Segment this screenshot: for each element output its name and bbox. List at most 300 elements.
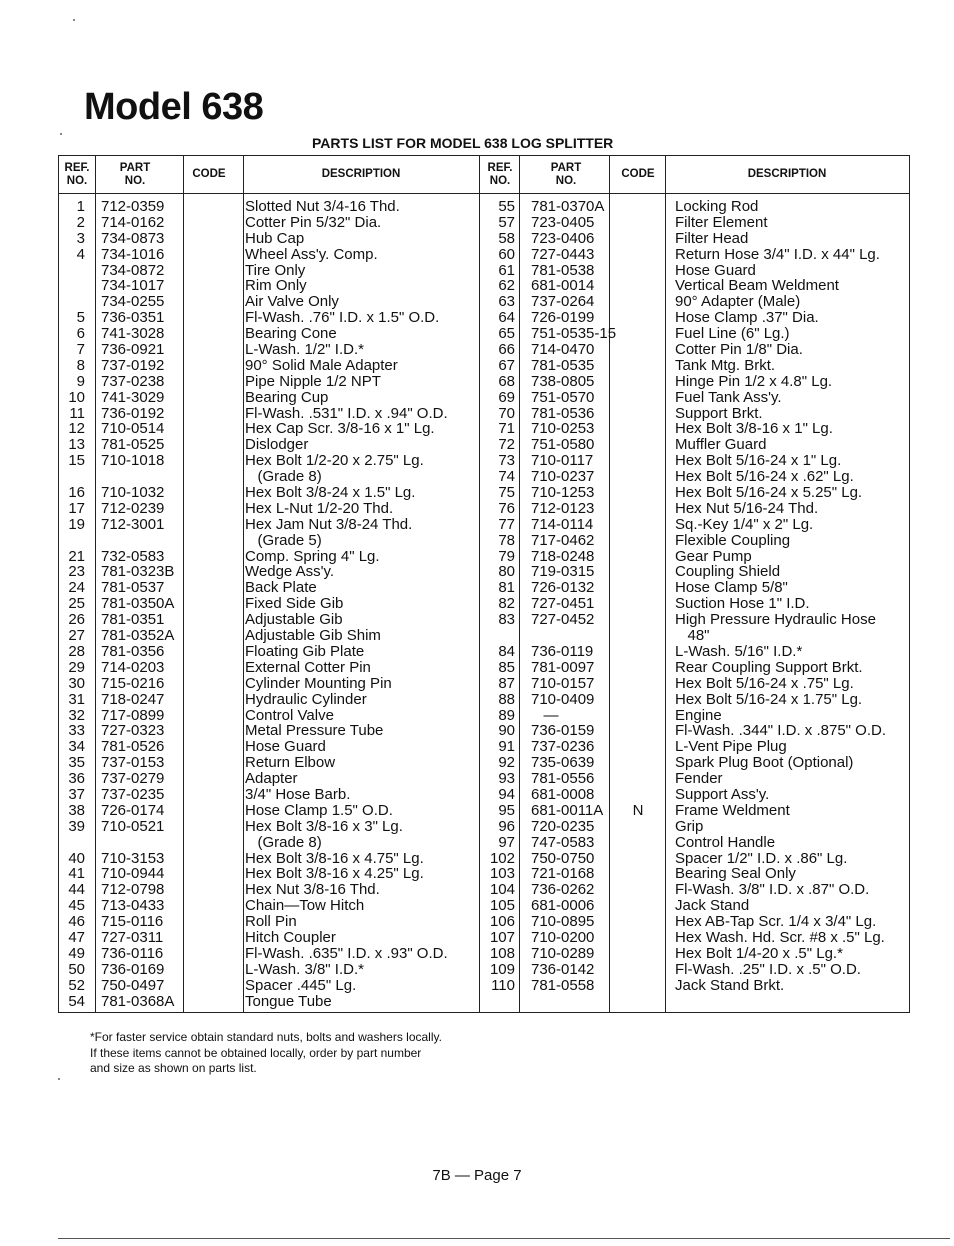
right-ref-cell: 85	[498, 658, 515, 676]
table-row	[59, 215, 909, 231]
left-desc-cell: Hex Cap Scr. 3/8-16 x 1" Lg.	[245, 420, 435, 438]
right-part-cell: 726-0132	[531, 579, 595, 597]
left-desc-cell: Bearing Cup	[245, 388, 329, 406]
left-ref-cell: 50	[68, 960, 85, 978]
right-desc-cell: Fl-Wash. 3/8" I.D. x .87" O.D.	[675, 881, 870, 899]
right-code-cell: N	[632, 801, 644, 819]
right-part-cell: 710-0409	[531, 690, 595, 708]
right-part-cell: 719-0315	[531, 563, 595, 581]
table-row	[59, 501, 909, 517]
left-desc-cell: L-Wash. 1/2" I.D.*	[245, 341, 364, 359]
left-part-cell: 741-3028	[101, 325, 165, 343]
table-row	[59, 421, 909, 437]
left-part-cell: 710-0514	[101, 420, 165, 438]
right-part-cell: 710-0253	[531, 420, 595, 438]
table-row	[59, 564, 909, 580]
right-part-cell: 781-0535	[531, 356, 595, 374]
table-row	[59, 596, 909, 612]
left-desc-cell: 90° Solid Male Adapter	[245, 356, 398, 374]
table-row	[59, 708, 909, 724]
right-desc-cell: Fuel Line (6" Lg.)	[675, 325, 790, 343]
right-part-cell: 721-0168	[531, 865, 595, 883]
footnote-line: and size as shown on parts list.	[90, 1061, 257, 1075]
table-body	[59, 199, 909, 1009]
right-part-cell: 781-0536	[531, 404, 595, 422]
right-part-cell: 720-0235	[531, 817, 595, 835]
right-part-cell: —	[531, 706, 559, 724]
right-part-cell: 750-0750	[531, 849, 595, 867]
right-part-cell: 710-0289	[531, 944, 595, 962]
right-ref-cell: 63	[498, 293, 515, 311]
left-desc-cell: Rim Only	[245, 277, 307, 295]
left-desc-cell: Hex Bolt 3/8-24 x 1.5" Lg.	[245, 484, 416, 502]
right-desc-cell: Fender	[675, 770, 723, 788]
right-ref-cell: 102	[489, 849, 515, 867]
left-ref-cell: 1	[76, 198, 85, 215]
right-ref-cell: 77	[498, 515, 515, 533]
left-ref-cell: 30	[68, 674, 85, 692]
left-desc-cell: Tire Only	[245, 261, 306, 279]
right-part-cell: 727-0452	[531, 611, 595, 629]
right-part-cell: 751-0570	[531, 388, 595, 406]
right-part-cell: 718-0248	[531, 547, 595, 565]
left-desc-cell: Comp. Spring 4" Lg.	[245, 547, 380, 565]
table-row	[59, 771, 909, 787]
left-ref-cell: 46	[68, 913, 85, 931]
right-desc-cell: Hex Bolt 5/16-24 x 1" Lg.	[675, 452, 842, 470]
left-desc-cell: Hose Guard	[245, 738, 326, 756]
right-part-cell: 717-0462	[531, 531, 595, 549]
right-part-cell: 736-0142	[531, 960, 595, 978]
right-desc-cell: High Pressure Hydraulic Hose	[675, 611, 876, 629]
right-desc-cell: Flexible Coupling	[675, 531, 791, 549]
left-part-cell: 781-0537	[101, 579, 165, 597]
left-ref-cell: 39	[68, 817, 85, 835]
right-part-cell: 723-0406	[531, 229, 595, 247]
right-desc-cell: Hex Bolt 5/16-24 x 1.75" Lg.	[675, 690, 863, 708]
right-desc-cell: Vertical Beam Weldment	[675, 277, 839, 295]
right-part-cell: 714-0114	[531, 515, 594, 533]
left-part-cell: 736-0169	[101, 960, 165, 978]
left-ref-cell: 40	[68, 849, 85, 867]
left-desc-cell: Hydraulic Cylinder	[245, 690, 367, 708]
left-ref-cell: 27	[68, 627, 85, 645]
right-part-cell: 710-0200	[531, 928, 595, 946]
left-part-cell: 712-0798	[101, 881, 165, 899]
table-row	[59, 374, 909, 390]
left-part-cell: 781-0352A	[101, 627, 175, 645]
right-desc-cell: Hex Bolt 5/16-24 x 5.25" Lg.	[675, 484, 863, 502]
left-desc-cell: Fixed Side Gib	[245, 595, 344, 613]
left-ref-cell: 54	[68, 992, 85, 1010]
right-ref-cell: 107	[489, 928, 515, 946]
right-desc-cell: Fl-Wash. .25" I.D. x .5" O.D.	[675, 960, 861, 978]
right-part-cell: 710-0237	[531, 468, 595, 486]
left-part-cell: 736-0351	[101, 309, 165, 327]
left-desc-cell: Metal Pressure Tube	[245, 722, 384, 740]
left-ref-cell: 32	[68, 706, 85, 724]
table-row	[59, 549, 909, 565]
right-desc-cell: Muffler Guard	[675, 436, 767, 454]
header-part-no-left: PART NO.	[119, 161, 151, 187]
table-row	[59, 723, 909, 739]
table-row	[59, 390, 909, 406]
right-ref-cell: 104	[489, 881, 515, 899]
left-desc-cell: Hex Bolt 3/8-16 x 4.25" Lg.	[245, 865, 424, 883]
right-ref-cell: 108	[489, 944, 515, 962]
left-ref-cell: 15	[68, 452, 85, 470]
right-desc-cell: Jack Stand Brkt.	[675, 976, 785, 994]
header-description-left: DESCRIPTION	[321, 168, 401, 180]
left-desc-cell: Wedge Ass'y.	[245, 563, 335, 581]
parts-list-subtitle: PARTS LIST FOR MODEL 638 LOG SPLITTER	[312, 135, 614, 151]
right-part-cell: 781-0556	[531, 770, 595, 788]
header-code-right: CODE	[621, 168, 655, 180]
right-ref-cell: 92	[498, 754, 515, 772]
right-ref-cell: 93	[498, 770, 515, 788]
left-desc-cell: Dislodger	[245, 436, 309, 454]
right-desc-cell: Gear Pump	[675, 547, 752, 565]
right-desc-cell: Hex Bolt 1/4-20 x .5" Lg.*	[675, 944, 843, 962]
right-desc-cell: Return Hose 3/4" I.D. x 44" Lg.	[675, 245, 880, 263]
left-part-cell: 734-1016	[101, 245, 165, 263]
table-row	[59, 835, 909, 851]
right-ref-cell: 96	[498, 817, 515, 835]
table-row	[59, 803, 909, 819]
left-ref-cell: 24	[68, 579, 85, 597]
scan-speck	[58, 1078, 60, 1080]
left-desc-cell: Air Valve Only	[245, 293, 339, 311]
table-row	[59, 914, 909, 930]
right-ref-cell: 87	[498, 674, 515, 692]
right-ref-cell: 110	[491, 976, 515, 994]
left-part-cell: 737-0238	[101, 372, 165, 390]
right-ref-cell: 90	[498, 722, 515, 740]
right-desc-cell: Filter Element	[675, 213, 768, 231]
table-row	[59, 406, 909, 422]
table-header	[59, 156, 909, 194]
right-ref-cell: 58	[498, 229, 515, 247]
right-ref-cell: 94	[498, 785, 515, 803]
right-part-cell: 710-0117	[531, 452, 594, 470]
right-desc-cell: Hex Bolt 5/16-24 x .75" Lg.	[675, 674, 854, 692]
left-desc-cell: Hex Nut 3/8-16 Thd.	[245, 881, 380, 899]
table-row	[59, 342, 909, 358]
right-desc-cell: Hex Bolt 5/16-24 x .62" Lg.	[675, 468, 854, 486]
table-row	[59, 453, 909, 469]
table-row	[59, 612, 909, 628]
left-ref-cell: 10	[68, 388, 85, 406]
header-description-right: DESCRIPTION	[747, 168, 827, 180]
left-desc-cell: Back Plate	[245, 579, 317, 597]
table-row	[59, 946, 909, 962]
right-part-cell: 751-0580	[531, 436, 595, 454]
left-ref-cell: 13	[68, 436, 85, 454]
left-part-cell: 712-0239	[101, 499, 165, 517]
left-desc-cell: L-Wash. 3/8" I.D.*	[245, 960, 364, 978]
right-part-cell: 738-0805	[531, 372, 595, 390]
left-desc-cell: External Cotter Pin	[245, 658, 371, 676]
right-desc-cell: Locking Rod	[675, 198, 759, 215]
left-part-cell: 750-0497	[101, 976, 165, 994]
right-ref-cell: 68	[498, 372, 515, 390]
right-ref-cell: 72	[498, 436, 515, 454]
left-part-cell: 714-0203	[101, 658, 165, 676]
right-desc-cell: Cotter Pin 1/8" Dia.	[675, 341, 803, 359]
right-ref-cell: 81	[498, 579, 515, 597]
right-desc-cell: Rear Coupling Support Brkt.	[675, 658, 863, 676]
right-ref-cell: 78	[498, 531, 515, 549]
table-row	[59, 437, 909, 453]
left-part-cell: 712-3001	[101, 515, 165, 533]
right-part-cell: 781-0097	[531, 658, 595, 676]
right-part-cell: 723-0405	[531, 213, 595, 231]
left-part-cell: 781-0368A	[101, 992, 175, 1010]
left-ref-cell: 33	[68, 722, 85, 740]
right-desc-cell: L-Vent Pipe Plug	[675, 738, 787, 756]
right-ref-cell: 103	[489, 865, 515, 883]
right-part-cell: 737-0264	[531, 293, 595, 311]
right-desc-cell: L-Wash. 5/16" I.D.*	[675, 642, 803, 660]
right-desc-cell: Coupling Shield	[675, 563, 781, 581]
right-part-cell: 710-1253	[531, 484, 595, 502]
right-desc-cell: Hose Clamp .37" Dia.	[675, 309, 819, 327]
right-ref-cell: 67	[498, 356, 515, 374]
table-row	[59, 882, 909, 898]
right-ref-cell: 69	[498, 388, 515, 406]
right-desc-cell: Support Ass'y.	[675, 785, 770, 803]
left-part-cell: 714-0162	[101, 213, 165, 231]
left-part-cell: 781-0350A	[101, 595, 175, 613]
left-ref-cell: 36	[68, 770, 85, 788]
left-desc-cell: Hex L-Nut 1/2-20 Thd.	[245, 499, 394, 517]
left-part-cell: 715-0116	[101, 913, 164, 931]
scan-speck	[60, 133, 62, 135]
table-row	[59, 851, 909, 867]
right-desc-cell: Engine	[675, 706, 722, 724]
left-part-cell: 737-0235	[101, 785, 165, 803]
left-ref-cell: 29	[68, 658, 85, 676]
table-row	[59, 517, 909, 533]
right-part-cell: 712-0123	[531, 499, 595, 517]
right-ref-cell: 62	[498, 277, 515, 295]
left-part-cell: 736-0192	[101, 404, 165, 422]
right-desc-cell: Hex Wash. Hd. Scr. #8 x .5" Lg.	[675, 928, 885, 946]
right-part-cell: 781-0538	[531, 261, 595, 279]
left-desc-cell: Cylinder Mounting Pin	[245, 674, 392, 692]
right-desc-cell: Bearing Seal Only	[675, 865, 796, 883]
left-ref-cell: 16	[68, 484, 85, 502]
left-ref-cell: 6	[76, 325, 85, 343]
bottom-rule	[58, 1238, 950, 1239]
right-ref-cell: 91	[498, 738, 515, 756]
left-part-cell: 710-1018	[101, 452, 165, 470]
right-ref-cell: 74	[498, 468, 515, 486]
right-part-cell: 736-0159	[531, 722, 595, 740]
left-desc-cell: Spacer .445" Lg.	[245, 976, 357, 994]
table-row	[59, 755, 909, 771]
header-ref-no-left: REF. NO.	[64, 161, 90, 187]
page-number: 7B — Page 7	[432, 1167, 522, 1184]
table-row	[59, 533, 909, 549]
right-desc-cell: Fl-Wash. .344" I.D. x .875" O.D.	[675, 722, 886, 740]
right-desc-cell: Jack Stand	[675, 897, 750, 915]
page-title: Model 638	[84, 86, 264, 128]
right-part-cell: 710-0895	[531, 913, 595, 931]
left-ref-cell: 7	[76, 341, 85, 359]
right-part-cell: 727-0443	[531, 245, 595, 263]
right-part-cell: 747-0583	[531, 833, 595, 851]
right-part-cell: 781-0558	[531, 976, 595, 994]
table-row	[59, 485, 909, 501]
header-ref-no-right: REF. NO.	[487, 161, 513, 187]
left-desc-cell: Pipe Nipple 1/2 NPT	[245, 372, 381, 390]
right-ref-cell: 61	[498, 261, 515, 279]
table-row	[59, 231, 909, 247]
right-desc-cell: Support Brkt.	[675, 404, 763, 422]
right-ref-cell: 106	[489, 913, 515, 931]
left-part-cell: 727-0323	[101, 722, 165, 740]
right-ref-cell: 83	[498, 611, 515, 629]
right-part-cell: 726-0199	[531, 309, 595, 327]
right-desc-cell: 48"	[675, 627, 710, 645]
left-ref-cell: 12	[68, 420, 85, 438]
left-part-cell: 710-3153	[101, 849, 165, 867]
left-ref-cell: 47	[68, 928, 85, 946]
left-desc-cell: Bearing Cone	[245, 325, 337, 343]
left-desc-cell: Adjustable Gib	[245, 611, 343, 629]
left-desc-cell: Roll Pin	[245, 913, 297, 931]
right-ref-cell: 64	[498, 309, 515, 327]
left-part-cell: 718-0247	[101, 690, 165, 708]
left-part-cell: 710-1032	[101, 484, 165, 502]
table-row	[59, 294, 909, 310]
left-part-cell: 741-3029	[101, 388, 165, 406]
left-part-cell: 781-0351	[101, 611, 165, 629]
left-desc-cell: Cotter Pin 5/32" Dia.	[245, 213, 382, 231]
left-ref-cell: 4	[76, 245, 85, 263]
right-desc-cell: Sq.-Key 1/4" x 2" Lg.	[675, 515, 814, 533]
left-ref-cell: 19	[68, 515, 85, 533]
left-part-cell: 710-0521	[101, 817, 165, 835]
table-row	[59, 263, 909, 279]
right-desc-cell: 90° Adapter (Male)	[675, 293, 801, 311]
right-ref-cell: 80	[498, 563, 515, 581]
left-part-cell: 726-0174	[101, 801, 165, 819]
left-ref-cell: 2	[76, 213, 85, 231]
left-desc-cell: Hex Bolt 3/8-16 x 4.75" Lg.	[245, 849, 424, 867]
header-part-no-right: PART NO.	[550, 161, 582, 187]
right-desc-cell: Hose Clamp 5/8"	[675, 579, 788, 597]
left-ref-cell: 17	[68, 499, 85, 517]
right-part-cell: 681-0011A	[531, 801, 604, 819]
right-desc-cell: Hose Guard	[675, 261, 756, 279]
footnote-line: *For faster service obtain standard nuts, bolts and washers locally.	[90, 1030, 442, 1044]
right-part-cell: 781-0370A	[531, 198, 605, 215]
right-ref-cell: 60	[498, 245, 515, 263]
left-ref-cell: 52	[68, 976, 85, 994]
left-ref-cell: 21	[68, 547, 85, 565]
right-part-cell: 714-0470	[531, 341, 595, 359]
left-ref-cell: 44	[68, 881, 85, 899]
right-ref-cell: 95	[498, 801, 515, 819]
right-desc-cell: Spark Plug Boot (Optional)	[675, 754, 854, 772]
left-desc-cell: Tongue Tube	[245, 992, 332, 1010]
table-row	[59, 739, 909, 755]
right-part-cell: 736-0119	[531, 642, 594, 660]
footnote	[90, 1030, 442, 1077]
left-ref-cell: 37	[68, 785, 85, 803]
left-part-cell: 736-0921	[101, 341, 165, 359]
table-row	[59, 994, 909, 1010]
right-desc-cell: Hinge Pin 1/2 x 4.8" Lg.	[675, 372, 833, 390]
left-part-cell: 734-0872	[101, 261, 165, 279]
left-desc-cell: 3/4" Hose Barb.	[245, 785, 351, 803]
left-part-cell: 781-0323B	[101, 563, 175, 581]
left-part-cell: 734-0255	[101, 293, 165, 311]
right-ref-cell: 105	[489, 897, 515, 915]
left-part-cell: 737-0279	[101, 770, 165, 788]
right-part-cell: 737-0236	[531, 738, 595, 756]
right-desc-cell: Control Handle	[675, 833, 776, 851]
left-desc-cell: Chain—Tow Hitch	[245, 897, 365, 915]
left-desc-cell: Wheel Ass'y. Comp.	[245, 245, 378, 263]
left-ref-cell: 8	[76, 356, 85, 374]
right-ref-cell: 70	[498, 404, 515, 422]
parts-table	[58, 155, 910, 1013]
table-row	[59, 247, 909, 263]
right-ref-cell: 71	[498, 420, 515, 438]
left-ref-cell: 26	[68, 611, 85, 629]
left-ref-cell: 45	[68, 897, 85, 915]
left-part-cell: 715-0216	[101, 674, 165, 692]
left-desc-cell: (Grade 8)	[245, 468, 322, 486]
right-desc-cell: Grip	[675, 817, 704, 835]
left-part-cell: 727-0311	[101, 928, 164, 946]
right-ref-cell: 57	[498, 213, 515, 231]
left-ref-cell: 41	[68, 865, 85, 883]
left-desc-cell: (Grade 5)	[245, 531, 322, 549]
table-row	[59, 962, 909, 978]
table-row	[59, 930, 909, 946]
left-part-cell: 737-0192	[101, 356, 165, 374]
right-desc-cell: Frame Weldment	[675, 801, 790, 819]
right-ref-cell: 76	[498, 499, 515, 517]
table-row	[59, 660, 909, 676]
table-row	[59, 866, 909, 882]
left-ref-cell: 5	[76, 309, 85, 327]
right-desc-cell: Hex Bolt 3/8-16 x 1" Lg.	[675, 420, 833, 438]
left-desc-cell: Return Elbow	[245, 754, 336, 772]
table-row	[59, 358, 909, 374]
left-ref-cell: 38	[68, 801, 85, 819]
table-row	[59, 644, 909, 660]
scan-speck	[73, 19, 75, 21]
right-part-cell: 727-0451	[531, 595, 595, 613]
left-desc-cell: Hub Cap	[245, 229, 305, 247]
left-ref-cell: 23	[68, 563, 85, 581]
left-desc-cell: Adjustable Gib Shim	[245, 627, 381, 645]
right-part-cell: 735-0639	[531, 754, 595, 772]
right-part-cell: 736-0262	[531, 881, 595, 899]
left-desc-cell: Floating Gib Plate	[245, 642, 365, 660]
left-part-cell: 736-0116	[101, 944, 164, 962]
table-row	[59, 819, 909, 835]
left-desc-cell: Hose Clamp 1.5" O.D.	[245, 801, 393, 819]
table-row	[59, 310, 909, 326]
header-code-left: CODE	[192, 168, 226, 180]
right-desc-cell: Spacer 1/2" I.D. x .86" Lg.	[675, 849, 848, 867]
